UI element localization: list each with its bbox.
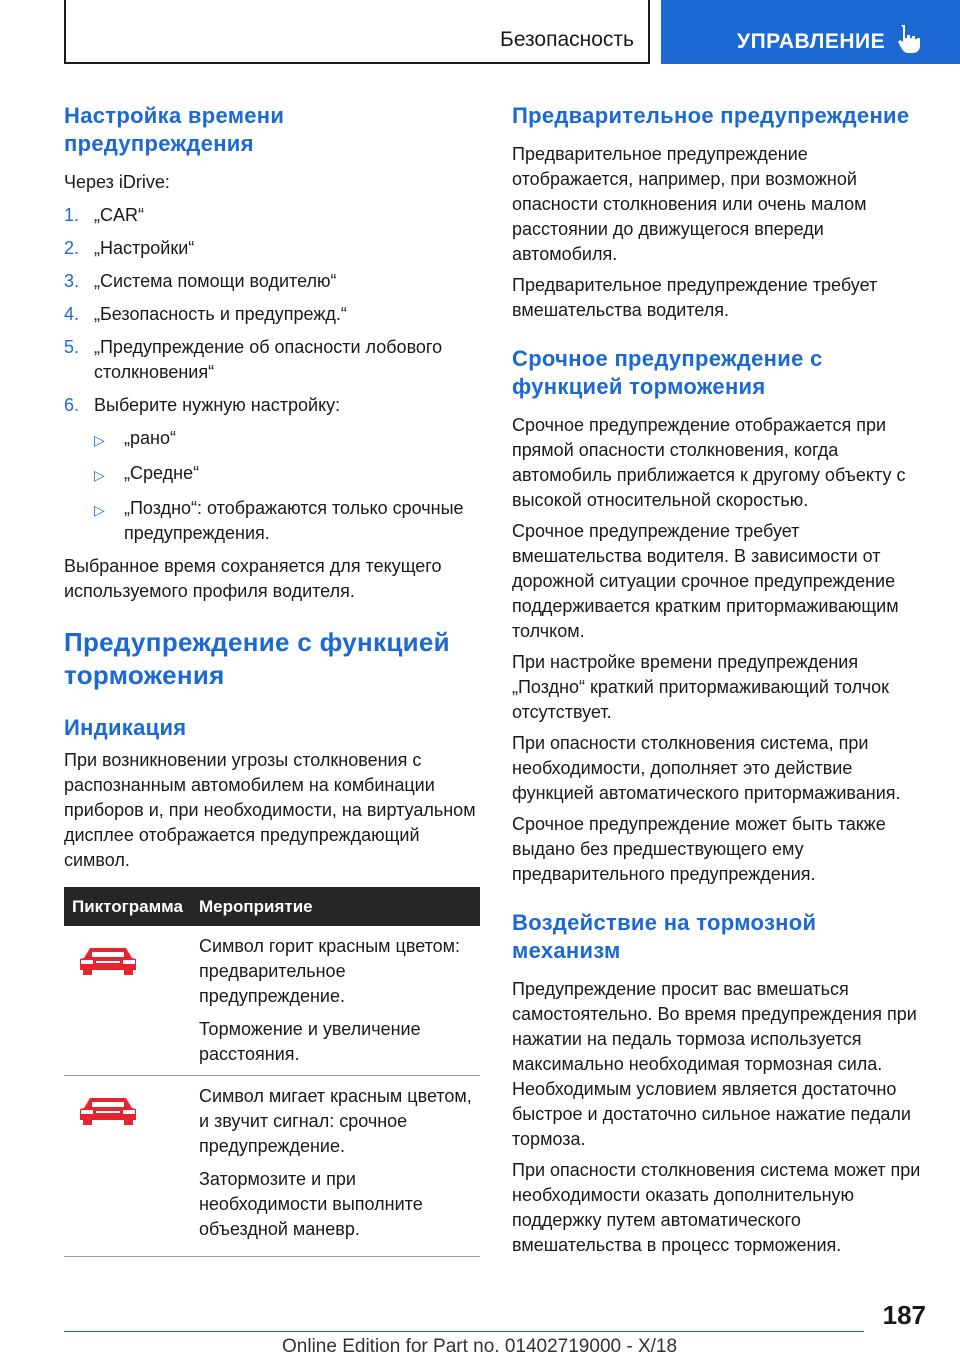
paragraph: При опасности столкновения система может при необходимости оказать дополнительную поддержку путем автоматического вмешательства в процесс торможения. — [512, 1160, 921, 1255]
list-item: 4. „Безопасность и предупрежд.“ — [64, 304, 347, 324]
footer-divider — [64, 1331, 864, 1332]
heading-pre-warning: Предварительное предупреждение — [512, 103, 910, 128]
paragraph: При настройке времени предупреждения „Поздно“ краткий притормаживающий толчок отсутствует. — [512, 652, 889, 722]
list-item: 5. „Предупреждение об опасности лобового столкновения“ — [64, 337, 443, 382]
option-item: ▷ „Средне“ — [64, 461, 480, 488]
column-header-action: Мероприятие — [191, 887, 480, 926]
red-car-warning-icon — [78, 1094, 138, 1126]
edition-text: Online Edition for Part no. 01402719000 - X/18 — [282, 1336, 678, 1357]
list-item: 2. „Настройки“ — [64, 238, 195, 258]
triangle-bullet-icon: ▷ — [94, 467, 105, 483]
paragraph: Срочное предупреждение отображается при прямой опасности столкновения, когда автомобиль приближается к другому объекту с высокой относительной скоростью. — [512, 415, 906, 510]
heading-brake-warning: Предупреждение с функцией торможения — [64, 627, 450, 690]
column-header-pictogram: Пиктограмма — [64, 887, 191, 926]
indication-text: При возникновении угрозы столкновения с распознанным автомобилем на комбинации приборов и, при необходимости, на виртуальном дисплее отображается предупреждающий символ. — [64, 750, 476, 870]
left-column — [64, 102, 480, 1257]
heading-indication: Индикация — [64, 715, 187, 740]
right-column — [512, 102, 927, 1258]
paragraph: Предупреждение просит вас вмешаться самостоятельно. Во время предупреждения при нажатии на педаль тормоза используется максимально необходимая тормозная сила. Необходимым условием является достаточно быстрое и достаточно сильное нажатие педали тормоза. — [512, 979, 917, 1149]
section-title: Безопасность — [500, 28, 634, 51]
table-row — [64, 926, 480, 1076]
list-item: 6. Выберите нужную настройку: — [64, 395, 341, 415]
paragraph: Срочное предупреждение требует вмешательства водителя. В зависимости от дорожной ситуации срочное предупреждение поддерживается кратким притормаживающим толчком. — [512, 521, 899, 641]
table-cell-text: Символ мигает красным цветом, и звучит сигнал: срочное предупреждение. — [198, 1086, 472, 1156]
triangle-bullet-icon: ▷ — [94, 432, 105, 448]
option-item: ▷ „Поздно“: отображаются только срочные предупреждения. — [64, 496, 480, 546]
header-section-box — [64, 0, 650, 64]
table-header-row — [64, 887, 480, 926]
paragraph: Предварительное предупреждение требует вмешательства водителя. — [512, 275, 878, 320]
table-cell-text: Затормозите и при необходимости выполните объездной маневр. — [198, 1169, 423, 1239]
paragraph: При опасности столкновения система, при необходимости, дополняет это действие функцией автоматического притормаживания. — [512, 733, 901, 803]
paragraph: Срочное предупреждение может быть также выдано без предшествующего ему предварительного предупреждения. — [512, 814, 886, 884]
after-text: Выбранное время сохраняется для текущего используемого профиля водителя. — [64, 556, 442, 601]
chapter-tab[interactable] — [661, 0, 960, 64]
paragraph: Предварительное предупреждение отображается, например, при возможной опасности столкновения или очень малом расстоянии до движущегося впереди автомобиля. — [512, 144, 867, 264]
heading-warning-time: Настройка времени предупреждения — [64, 103, 285, 156]
triangle-bullet-icon: ▷ — [94, 502, 105, 518]
option-item: ▷ „рано“ — [64, 426, 480, 453]
list-item: 3. „Система помощи водителю“ — [64, 271, 337, 291]
table-cell-text: Торможение и увеличение расстояния. — [198, 1019, 421, 1064]
table-row — [64, 1076, 480, 1257]
intro-text: Через iDrive: — [64, 172, 170, 192]
table-cell-text: Символ горит красным цветом: предварительное предупреждение. — [198, 936, 461, 1006]
heading-urgent-warning: Срочное предупреждение с функцией торможения — [512, 346, 823, 399]
page-number: 187 — [882, 1300, 926, 1330]
list-item: 1. „CAR“ — [64, 205, 144, 225]
pointing-hand-icon — [897, 24, 923, 54]
chapter-title: УПРАВЛЕНИЕ — [737, 30, 886, 53]
symbol-table — [64, 887, 480, 1257]
heading-brake-effect: Воздействие на тормозной механизм — [512, 910, 817, 963]
red-car-warning-icon — [78, 944, 138, 976]
steps-list — [64, 203, 480, 546]
